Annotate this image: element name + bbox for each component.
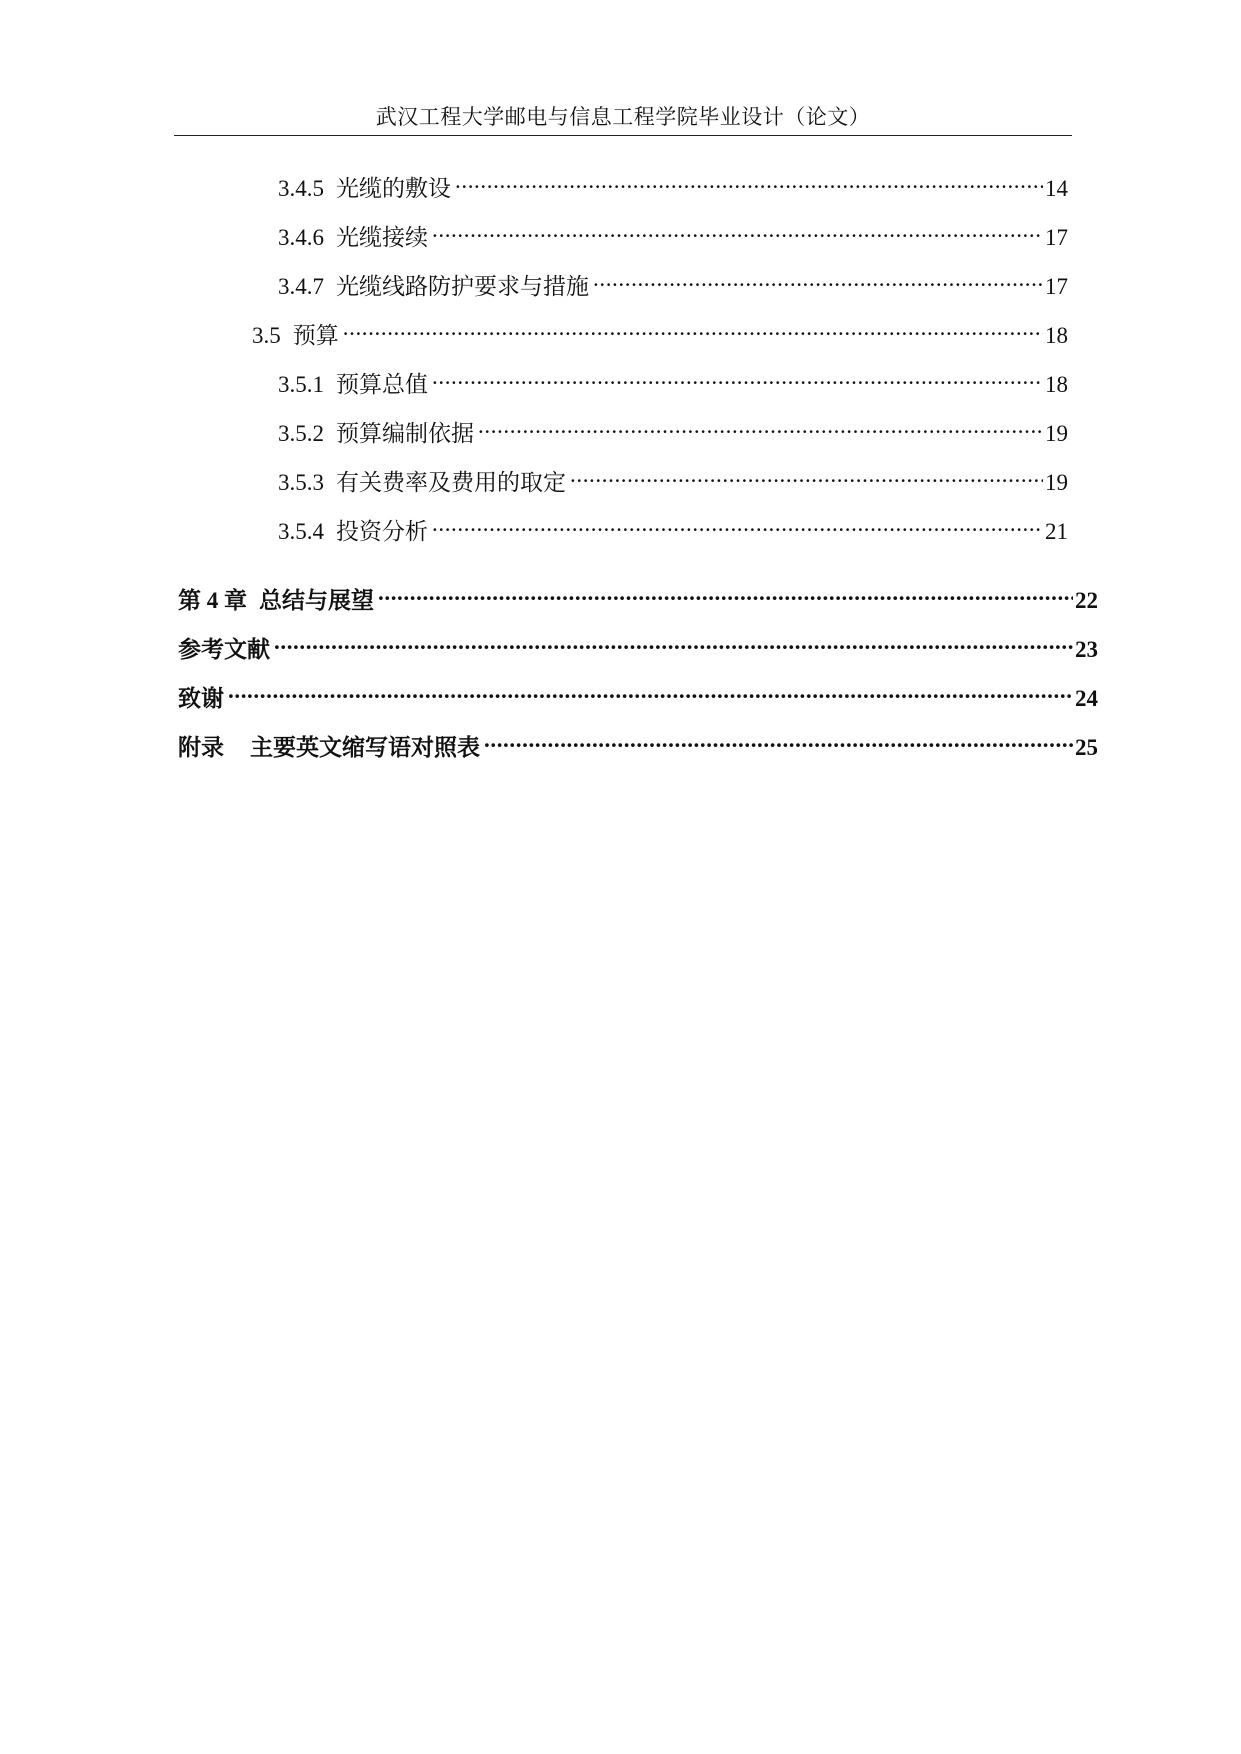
toc-entry[interactable]	[278, 509, 1068, 544]
toc-entry-number: 3.5	[252, 323, 281, 348]
toc-entry-number: 3.5.1	[278, 372, 324, 397]
toc-entry-number: 3.5.2	[278, 421, 324, 446]
toc-entry-page: 22	[1075, 588, 1098, 613]
toc-entry-page: 25	[1075, 735, 1098, 760]
toc-entry-number: 附录	[178, 735, 224, 760]
toc-entry-page: 14	[1045, 176, 1068, 201]
dot-leader	[432, 362, 1043, 392]
toc-entry[interactable]	[278, 264, 1068, 299]
dot-leader	[570, 460, 1043, 490]
toc-entry-page: 17	[1045, 274, 1068, 299]
toc-entry-title: 预算编制依据	[336, 421, 474, 446]
toc-entry-title: 预算	[292, 323, 339, 348]
toc-entry-number: 3.5.3	[278, 470, 324, 495]
toc-entry-page: 17	[1045, 225, 1068, 250]
toc-entry-title: 主要英文缩写语对照表	[250, 735, 480, 760]
toc-entry-page: 19	[1045, 421, 1068, 446]
toc-entry-page: 18	[1045, 323, 1068, 348]
toc-entry-page: 21	[1045, 519, 1068, 544]
toc-entry-number: 第 4 章	[178, 588, 247, 613]
dot-leader	[378, 578, 1073, 608]
toc-entry-title: 致谢	[178, 686, 224, 711]
toc-entry-title: 参考文献	[178, 637, 270, 662]
toc-chapter-entry[interactable]	[178, 676, 1098, 711]
toc-entry-title: 光缆线路防护要求与措施	[336, 274, 589, 299]
dot-leader	[432, 509, 1043, 539]
toc-entry-number: 3.5.4	[278, 519, 324, 544]
toc-entry-number: 3.4.7	[278, 274, 324, 299]
toc-entry-page: 23	[1075, 637, 1098, 662]
toc-entry[interactable]	[278, 362, 1068, 397]
toc-entry-page: 18	[1045, 372, 1068, 397]
dot-leader	[274, 627, 1073, 657]
toc-entry[interactable]	[278, 215, 1068, 250]
toc-entry-title: 总结与展望	[259, 588, 374, 613]
toc-entry-title: 投资分析	[336, 519, 428, 544]
toc-entry-page: 19	[1045, 470, 1068, 495]
dot-leader	[228, 676, 1073, 706]
toc-chapter-entry[interactable]	[178, 627, 1098, 662]
toc-entry-title: 光缆的敷设	[336, 176, 451, 201]
toc-entry-title: 光缆接续	[336, 225, 428, 250]
toc-chapter-entry[interactable]	[178, 578, 1098, 613]
toc-entry[interactable]	[278, 166, 1068, 201]
toc-entry[interactable]	[278, 460, 1068, 495]
toc-entry-title: 有关费率及费用的取定	[336, 470, 566, 495]
toc-chapter-entry[interactable]	[178, 725, 1098, 760]
toc-entry-number: 3.4.5	[278, 176, 324, 201]
toc-entry-number: 3.4.6	[278, 225, 324, 250]
toc-entry-title: 预算总值	[336, 372, 428, 397]
toc-entry[interactable]	[278, 411, 1068, 446]
dot-leader	[432, 215, 1043, 245]
dot-leader	[484, 725, 1073, 755]
dot-leader	[593, 264, 1043, 294]
dot-leader	[343, 313, 1043, 343]
page-header: 武汉工程大学邮电与信息工程学院毕业设计（论文）	[375, 105, 871, 129]
dot-leader	[455, 166, 1043, 196]
dot-leader	[478, 411, 1043, 441]
toc-entry-page: 24	[1075, 686, 1098, 711]
toc-entry[interactable]	[252, 313, 1068, 348]
